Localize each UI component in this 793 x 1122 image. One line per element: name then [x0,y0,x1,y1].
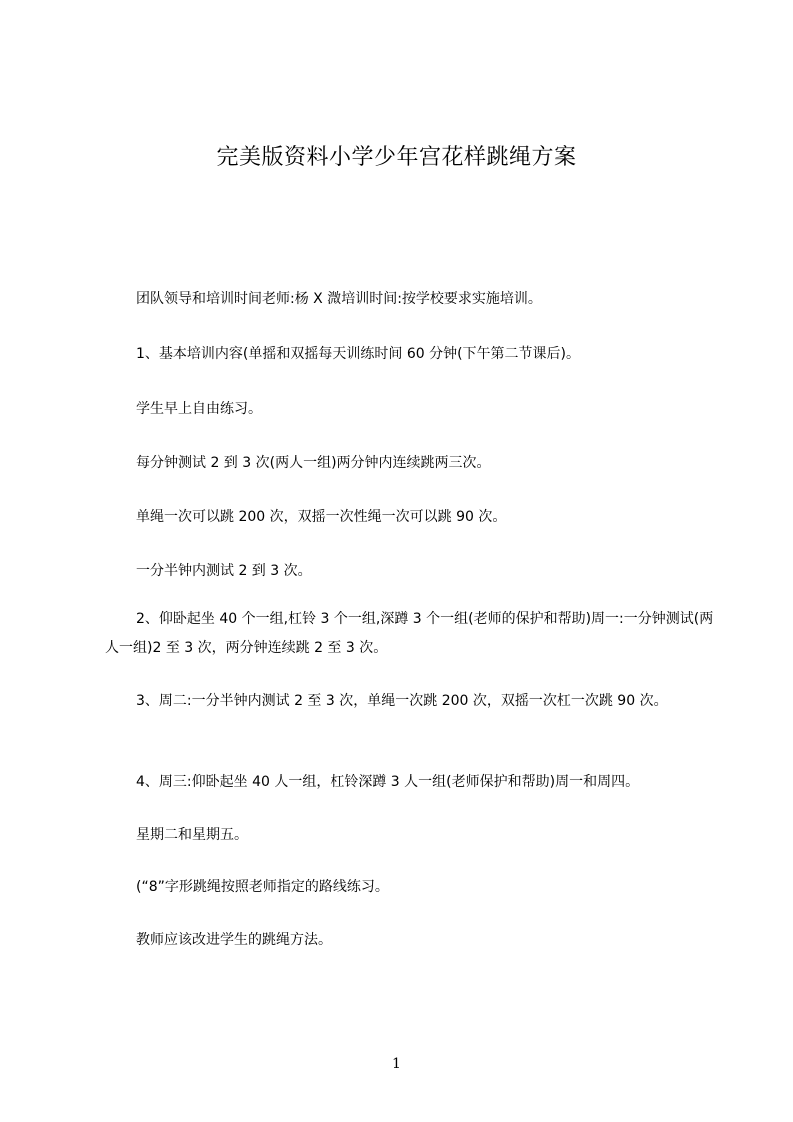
paragraph-tue-fri: 星期二和星期五。 [136,827,248,843]
page-number: 1 [392,1056,401,1072]
document-title: 完美版资料小学少年宫花样跳绳方案 [216,145,577,170]
paragraph-minute-test: 每分钟测试 2 到 3 次(两人一组)两分钟内连续跳两三次。 [136,455,491,471]
paragraph-figure-eight: (“8”字形跳绳按照老师指定的路线练习。 [136,879,389,895]
paragraph-basic-training: 1、基本培训内容(单摇和双摇每天训练时间 60 分钟(下午第二节课后)。 [136,346,581,362]
paragraph-situps-monday: 2、仰卧起坐 40 个一组,杠铃 3 个一组,深蹲 3 个一组(老师的保护和帮助)周一:一分钟测试(两人一组)2 至 3 次，两分钟连续跳 2 至 3 次。 [105,611,714,656]
paragraph-team-leader: 团队领导和培训时间老师:杨 X 溦培训时间:按学校要求实施培训。 [136,291,542,307]
paragraph-single-rope: 单绳一次可以跳 200 次，双摇一次性绳一次可以跳 90 次。 [136,509,507,525]
paragraph-tuesday: 3、周二:一分半钟内测试 2 至 3 次，单绳一次跳 200 次，双摇一次杠一次跳 90 次。 [136,693,668,709]
paragraph-wednesday: 4、周三:仰卧起坐 40 人一组，杠铃深蹲 3 人一组(老师保护和帮助)周一和周四。 [136,774,640,790]
paragraph-half-minute: 一分半钟内测试 2 到 3 次。 [136,563,312,579]
paragraph-morning-practice: 学生早上自由练习。 [136,401,262,417]
paragraph-teacher-method: 教师应该改进学生的跳绳方法。 [136,932,332,948]
